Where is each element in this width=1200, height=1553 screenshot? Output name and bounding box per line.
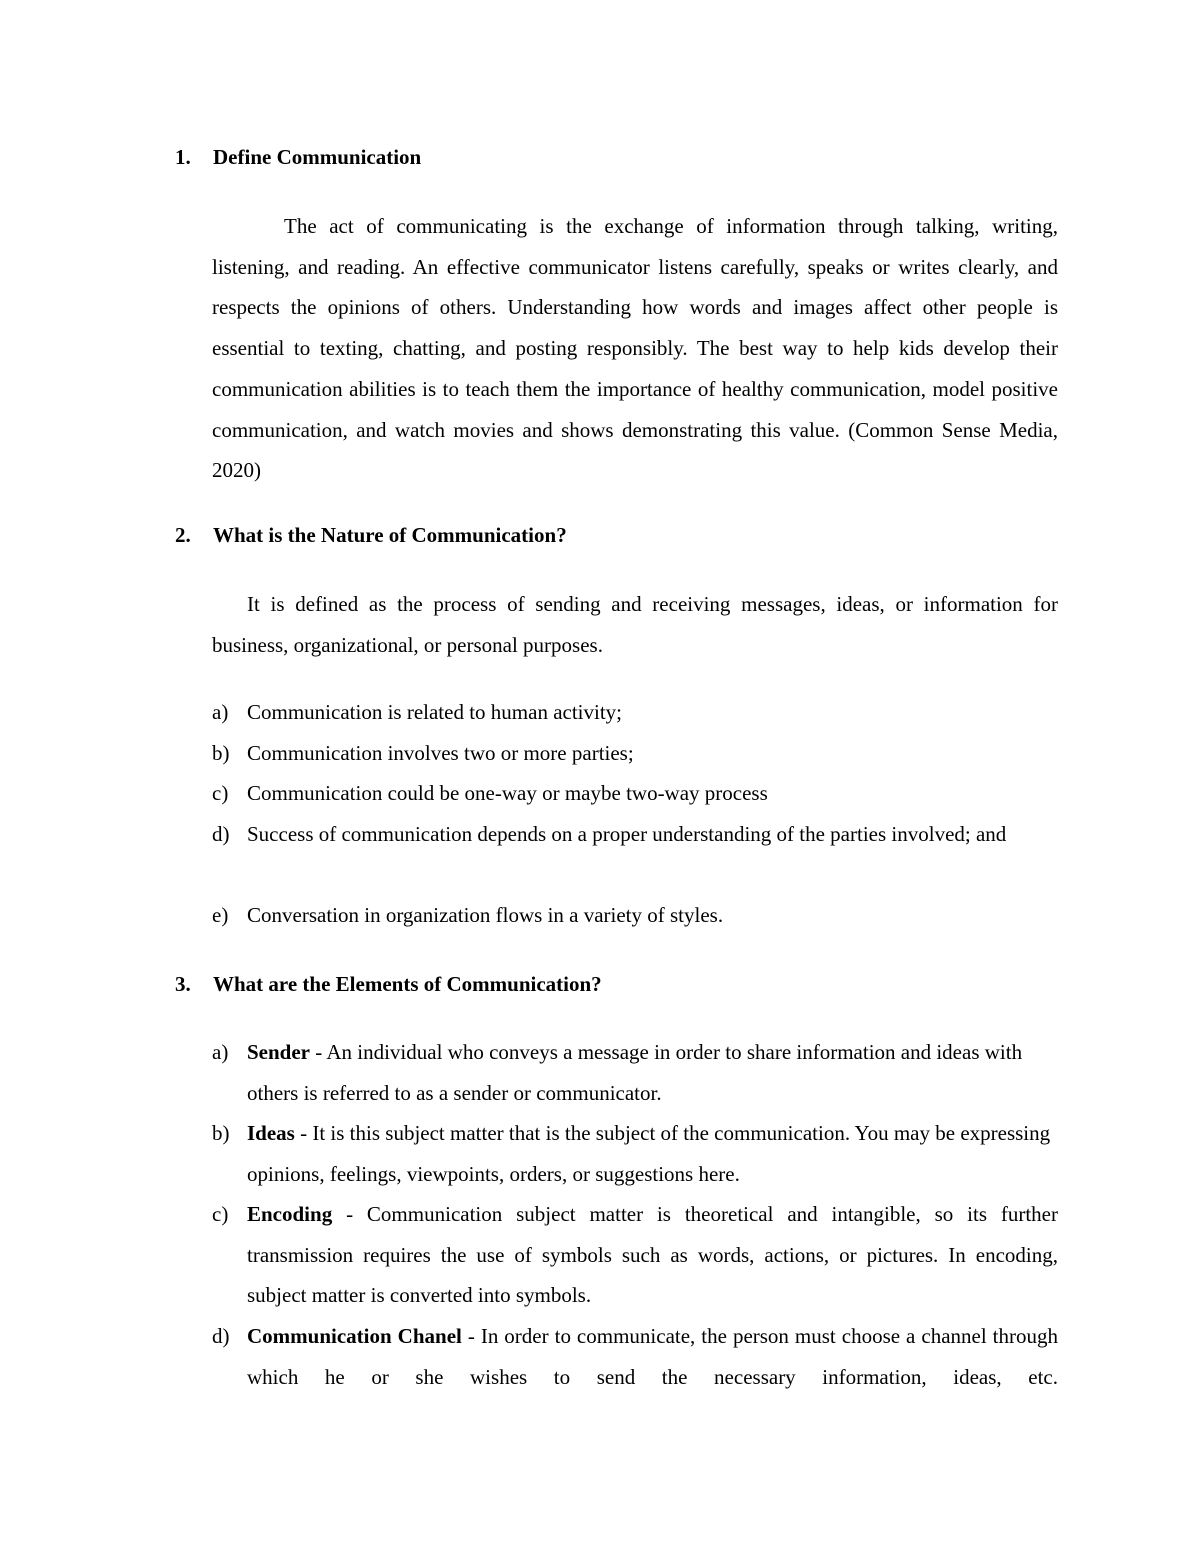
list-item — [212, 895, 1058, 936]
section-2-heading — [175, 523, 567, 547]
element-description: - Communication subject matter is theoretical and intangible, so its further transmission requires the use of symbols such as words, actions, or pictures. In encoding, subject matter is converted into symbols. — [247, 1202, 1058, 1308]
section-1-heading — [175, 145, 421, 169]
element-definition — [247, 1032, 1058, 1113]
element-definition — [247, 1194, 1058, 1316]
element-term: Sender — [247, 1040, 310, 1064]
element-item-ideas — [212, 1113, 1058, 1194]
list-item-text: Communication is related to human activity; — [247, 700, 623, 724]
list-marker: a) — [212, 700, 229, 724]
element-item-sender — [212, 1032, 1058, 1113]
list-marker: b) — [212, 741, 230, 765]
list-marker: e) — [212, 903, 229, 927]
list-item — [212, 814, 1058, 855]
list-marker: d) — [212, 1324, 230, 1348]
element-item-encoding — [212, 1194, 1058, 1316]
list-item-text: Success of communication depends on a proper understanding of the parties involved; and — [247, 822, 1007, 846]
list-marker: d) — [212, 822, 230, 846]
element-term: Ideas — [247, 1121, 295, 1145]
list-marker: c) — [212, 1202, 229, 1226]
section-3-number: 3. — [175, 972, 191, 996]
list-item — [212, 733, 1058, 774]
list-item-text: Communication could be one-way or maybe two-way process — [247, 781, 768, 805]
section-1-number: 1. — [175, 145, 191, 169]
section-2-title: What is the Nature of Communication? — [213, 523, 567, 547]
section-3-heading — [175, 972, 602, 996]
element-item-communication-channel — [212, 1316, 1058, 1397]
list-item-text: Conversation in organization flows in a variety of styles. — [247, 903, 724, 927]
list-item-text: Communication involves two or more parties; — [247, 741, 634, 765]
list-marker: c) — [212, 781, 229, 805]
section-2-paragraph: It is defined as the process of sending and receiving messages, ideas, or information for business, organizational, or personal purposes. — [212, 592, 1058, 657]
list-item — [212, 773, 1058, 814]
element-term: Encoding — [247, 1202, 333, 1226]
list-item — [212, 692, 1058, 733]
section-1-title: Define Communication — [213, 145, 422, 169]
element-description: - In order to communicate, the person must choose a channel through which he or she wishes to send the necessary information, ideas, etc. — [247, 1324, 1058, 1389]
element-definition — [247, 1316, 1058, 1397]
element-description: - An individual who conveys a message in order to share information and ideas with others is referred to as a sender or communicator. — [247, 1040, 1023, 1105]
section-3-title: What are the Elements of Communication? — [213, 972, 602, 996]
list-marker: a) — [212, 1040, 229, 1064]
list-marker: b) — [212, 1121, 230, 1145]
section-1-paragraph: The act of communicating is the exchange of information through talking, writing, listening, and reading. An effective communicator listens carefully, speaks or writes clearly, and respects the opinions of others. Understanding how words and images affect other people is essential to texting, chatting, and posting responsibly. The best way to help kids develop their communication abilities is to teach them the importance of healthy communication, model positive communication, and watch movies and shows demonstrating this value. (Common Sense Media, 2020) — [212, 214, 1058, 483]
section-2-number: 2. — [175, 523, 191, 547]
element-term: Communication Chanel — [247, 1324, 462, 1348]
element-definition — [247, 1113, 1058, 1194]
element-description: - It is this subject matter that is the subject of the communication. You may be expressing opinions, feelings, viewpoints, orders, or suggestions here. — [247, 1121, 1051, 1186]
